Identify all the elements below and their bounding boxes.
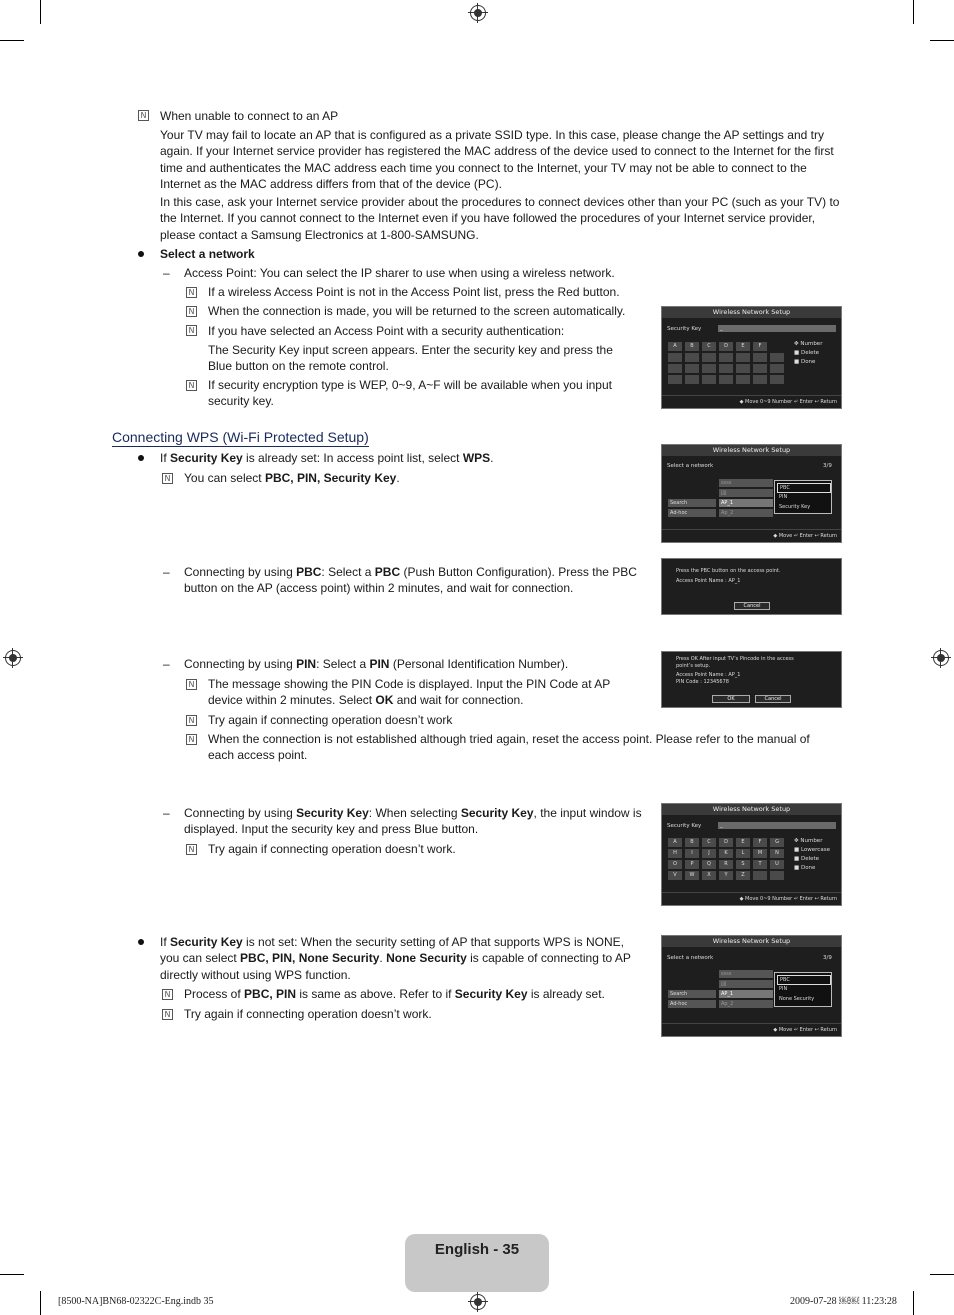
key[interactable]: C <box>702 838 716 847</box>
option-done[interactable]: ■ Done <box>794 865 816 871</box>
note-text: When the connection is not established although tried again, reset the access point. Please refer to the manual of each access point. <box>208 732 810 763</box>
crop-mark <box>930 40 954 41</box>
tv-title: Wireless Network Setup <box>662 936 841 947</box>
key[interactable]: C <box>702 342 716 351</box>
crop-mark <box>930 1274 954 1275</box>
note-title: When unable to connect to an AP <box>160 109 339 123</box>
registration-mark-icon <box>470 5 486 21</box>
tv-label: Security Key <box>667 823 702 829</box>
dash: – <box>163 806 170 820</box>
security-key-text: Connecting by using Security Key: When selecting Security Key, the input window is displayed. Input the security key and press Blue button. <box>184 806 642 837</box>
key[interactable] <box>685 353 699 362</box>
menu-item-none-security[interactable]: None Security <box>779 996 815 1002</box>
key[interactable]: M <box>753 849 767 858</box>
note-icon: N <box>186 306 197 317</box>
wps-menu <box>774 480 832 514</box>
pin-text: Connecting by using PIN: Select a PIN (Personal Identification Number). <box>184 657 569 671</box>
key[interactable] <box>736 375 750 384</box>
crop-mark <box>40 1291 41 1315</box>
dialog-message: Press the PBC button on the access point. <box>676 568 781 574</box>
key[interactable] <box>719 364 733 373</box>
key[interactable] <box>770 364 784 373</box>
ok-button[interactable]: OK <box>712 695 750 703</box>
option-lowercase[interactable]: ■ Lowercase <box>794 847 830 853</box>
page-number: English - 35 <box>434 1241 520 1258</box>
tv-title: Wireless Network Setup <box>662 445 841 456</box>
key[interactable] <box>685 364 699 373</box>
tv-screen-security-key-hex <box>661 306 842 409</box>
key[interactable]: N <box>770 849 784 858</box>
key[interactable]: D <box>719 342 733 351</box>
footer-date: 2009-07-28 ￼￼ 11:23:28 <box>790 1296 897 1307</box>
dialog-message: point’s setup. <box>676 663 711 669</box>
security-key-field[interactable]: _ <box>718 325 836 332</box>
page-count: 3/9 <box>823 955 832 961</box>
note-icon: N <box>162 473 173 484</box>
note-icon: N <box>186 380 197 391</box>
crop-mark <box>913 0 914 24</box>
tv-footer: ◆ Move 0~9 Number ↵ Enter ↩ Return <box>662 892 841 905</box>
key[interactable]: G <box>770 838 784 847</box>
menu-item-pbc[interactable]: PBC <box>777 483 831 493</box>
option-done[interactable]: ■ Done <box>794 359 816 365</box>
ap-item[interactable]: AP_1 <box>719 990 773 998</box>
note-text: If you have selected an Access Point with a security authentication: <box>208 324 565 338</box>
cancel-button[interactable]: Cancel <box>734 602 770 610</box>
key[interactable]: O <box>668 860 682 869</box>
option-delete[interactable]: ■ Delete <box>794 856 820 862</box>
key[interactable]: U <box>770 860 784 869</box>
key[interactable] <box>668 353 682 362</box>
key[interactable]: A <box>668 838 682 847</box>
cancel-button[interactable]: Cancel <box>755 695 791 703</box>
key[interactable] <box>770 353 784 362</box>
tv-title: Wireless Network Setup <box>662 307 841 318</box>
bullet <box>138 455 144 461</box>
key[interactable]: F <box>753 838 767 847</box>
key[interactable]: Q <box>702 860 716 869</box>
tv-screen-select-network <box>661 444 842 543</box>
registration-mark-icon <box>5 650 21 666</box>
menu-item-pin[interactable]: PIN <box>779 986 788 992</box>
crop-mark <box>0 40 24 41</box>
key[interactable]: J <box>702 849 716 858</box>
key[interactable] <box>719 375 733 384</box>
note-icon: N <box>186 325 197 336</box>
tv-footer: ◆ Move 0~9 Number ↵ Enter ↩ Return <box>662 395 841 408</box>
key[interactable]: R <box>719 860 733 869</box>
note-text: Process of PBC, PIN is same as above. Refer to if Security Key is already set. <box>184 987 605 1001</box>
registration-mark-icon <box>933 650 949 666</box>
crop-mark <box>40 0 41 24</box>
note-icon: N <box>162 1009 173 1020</box>
note-paragraph: Your TV may fail to locate an AP that is configured as a private SSID type. In this case, please change the AP settings and try again. If your Internet service provider has registered the MAC address of the device used to connect to the Internet for the first time and authenticates the MAC address each time you connect to the Internet, your TV may not be able to connect to the Internet as the MAC address differs from that of the device (PC). <box>160 128 834 192</box>
tv-title: Wireless Network Setup <box>662 804 841 815</box>
pbc-text: Connecting by using PBC: Select a PBC (Push Button Configuration). Press the PBC button on the AP (access point) within 2 minutes, and wait for connection. <box>184 565 637 596</box>
note-text: Try again if connecting operation doesn’t work <box>208 713 453 727</box>
registration-mark-icon <box>470 1294 486 1310</box>
note-icon: N <box>186 844 197 855</box>
key[interactable]: A <box>668 342 682 351</box>
option-number[interactable]: ✥ Number <box>794 838 823 844</box>
key[interactable]: H <box>668 849 682 858</box>
ap-item[interactable]: jjjj <box>719 489 773 497</box>
crop-mark <box>913 1291 914 1315</box>
tv-screen-pin-dialog <box>661 651 842 708</box>
tv-screen-pbc-dialog <box>661 558 842 615</box>
key[interactable]: B <box>685 838 699 847</box>
key[interactable]: E <box>736 342 750 351</box>
tv-screen-select-network-none <box>661 935 842 1037</box>
key[interactable] <box>719 353 733 362</box>
note-text: When the connection is made, you will be returned to the screen automatically. <box>208 304 626 318</box>
side-button-search[interactable]: Search <box>668 990 716 998</box>
note-icon: N <box>138 110 149 121</box>
tv-label: Security Key <box>667 326 702 332</box>
tv-footer: ◆ Move ↵ Enter ↩ Return <box>662 529 841 542</box>
note-icon: N <box>186 679 197 690</box>
key[interactable] <box>702 375 716 384</box>
option-number[interactable]: ✥ Number <box>794 341 823 347</box>
key[interactable]: T <box>753 860 767 869</box>
note-icon: N <box>162 989 173 1000</box>
footer-file: [8500-NA]BN68-02322C-Eng.indb 35 <box>58 1296 214 1307</box>
note-icon: N <box>186 287 197 298</box>
key[interactable] <box>668 375 682 384</box>
wps-if-set: If Security Key is already set: In access point list, select WPS. <box>160 451 494 465</box>
side-button-adhoc[interactable]: Ad-hoc <box>668 509 716 517</box>
page-count: 3/9 <box>823 463 832 469</box>
key[interactable] <box>736 353 750 362</box>
dash: – <box>163 266 170 280</box>
ap-item[interactable]: ssss <box>719 970 773 978</box>
ap-item[interactable]: ssss <box>719 479 773 487</box>
note-text: You can select PBC, PIN, Security Key. <box>184 471 400 485</box>
key[interactable] <box>736 364 750 373</box>
note-text: Try again if connecting operation doesn’t work. <box>184 1007 432 1021</box>
menu-item-pin[interactable]: PIN <box>779 494 788 500</box>
note-paragraph: In this case, ask your Internet service provider about the procedures to connect devices other than your PC (such as your TV) to the Internet. If you cannot connect to the Internet even if you have followed the procedures of your Internet service provider, please contact a Samsung Electronics at 1-800-SAMSUNG. <box>160 195 840 242</box>
dialog-message: Press OK After input TV’s Pincode in the access <box>676 656 794 662</box>
key[interactable]: P <box>685 860 699 869</box>
key[interactable] <box>753 871 767 880</box>
tv-label: Select a network <box>667 955 714 961</box>
key[interactable] <box>753 353 767 362</box>
note-icon: N <box>186 715 197 726</box>
key[interactable] <box>702 364 716 373</box>
key[interactable]: E <box>736 838 750 847</box>
note-text: If a wireless Access Point is not in the Access Point list, press the Red button. <box>208 285 620 299</box>
key[interactable] <box>770 375 784 384</box>
note-text: The Security Key input screen appears. Enter the security key and press the Blue button on the remote control. <box>208 343 613 374</box>
ap-item[interactable]: Ap_2 <box>719 1000 773 1008</box>
wps-not-set: If Security Key is not set: When the security setting of AP that supports WPS is NONE, you can select PBC, PIN, None Security. None Security is capable of connecting to AP directly without using WPS function. <box>160 935 631 982</box>
item-heading: Select a network <box>160 247 255 261</box>
key[interactable]: Y <box>719 871 733 880</box>
key[interactable]: D <box>719 838 733 847</box>
key[interactable]: S <box>736 860 750 869</box>
bullet <box>138 251 144 257</box>
key[interactable]: F <box>753 342 767 351</box>
key[interactable] <box>753 375 767 384</box>
ap-item[interactable]: AP_1 <box>719 499 773 507</box>
bullet <box>138 939 144 945</box>
side-button-adhoc[interactable]: Ad-hoc <box>668 1000 716 1008</box>
key[interactable] <box>668 364 682 373</box>
wps-menu <box>774 972 832 1007</box>
side-button-search[interactable]: Search <box>668 499 716 507</box>
key[interactable]: Z <box>736 871 750 880</box>
menu-item-pbc[interactable]: PBC <box>777 975 831 985</box>
key[interactable]: K <box>719 849 733 858</box>
tv-label: Select a network <box>667 463 714 469</box>
key[interactable]: V <box>668 871 682 880</box>
key[interactable]: B <box>685 342 699 351</box>
crop-mark <box>0 1274 24 1275</box>
key[interactable] <box>753 364 767 373</box>
security-key-field[interactable]: _ <box>718 822 836 829</box>
note-text: Try again if connecting operation doesn’t work. <box>208 842 456 856</box>
dialog-message: Access Point Name : AP_1 <box>676 578 741 584</box>
menu-item-security-key[interactable]: Security Key <box>779 504 811 510</box>
dash: – <box>163 565 170 579</box>
dash: – <box>163 657 170 671</box>
ap-item[interactable]: jjjj <box>719 980 773 988</box>
access-point-text: Access Point: You can select the IP sharer to use when using a wireless network. <box>184 266 615 280</box>
tv-screen-security-key-full <box>661 803 842 906</box>
key[interactable]: W <box>685 871 699 880</box>
key[interactable] <box>685 375 699 384</box>
ap-item[interactable]: Ap_2 <box>719 509 773 517</box>
section-title: Connecting WPS (Wi-Fi Protected Setup) <box>112 429 369 445</box>
tv-footer: ◆ Move ↵ Enter ↩ Return <box>662 1023 841 1036</box>
note-text: If security encryption type is WEP, 0~9, A~F will be available when you input security key. <box>208 378 612 409</box>
key[interactable]: I <box>685 849 699 858</box>
key[interactable] <box>702 353 716 362</box>
dialog-message: Access Point Name : AP_1 <box>676 672 741 678</box>
note-icon: N <box>186 734 197 745</box>
key[interactable]: L <box>736 849 750 858</box>
note-text: The message showing the PIN Code is displayed. Input the PIN Code at AP device within 2 minutes. Select OK and wait for connection. <box>208 677 611 708</box>
dialog-message: PIN Code : 12345678 <box>676 679 729 685</box>
option-delete[interactable]: ■ Delete <box>794 350 820 356</box>
key[interactable]: X <box>702 871 716 880</box>
key[interactable] <box>770 871 784 880</box>
